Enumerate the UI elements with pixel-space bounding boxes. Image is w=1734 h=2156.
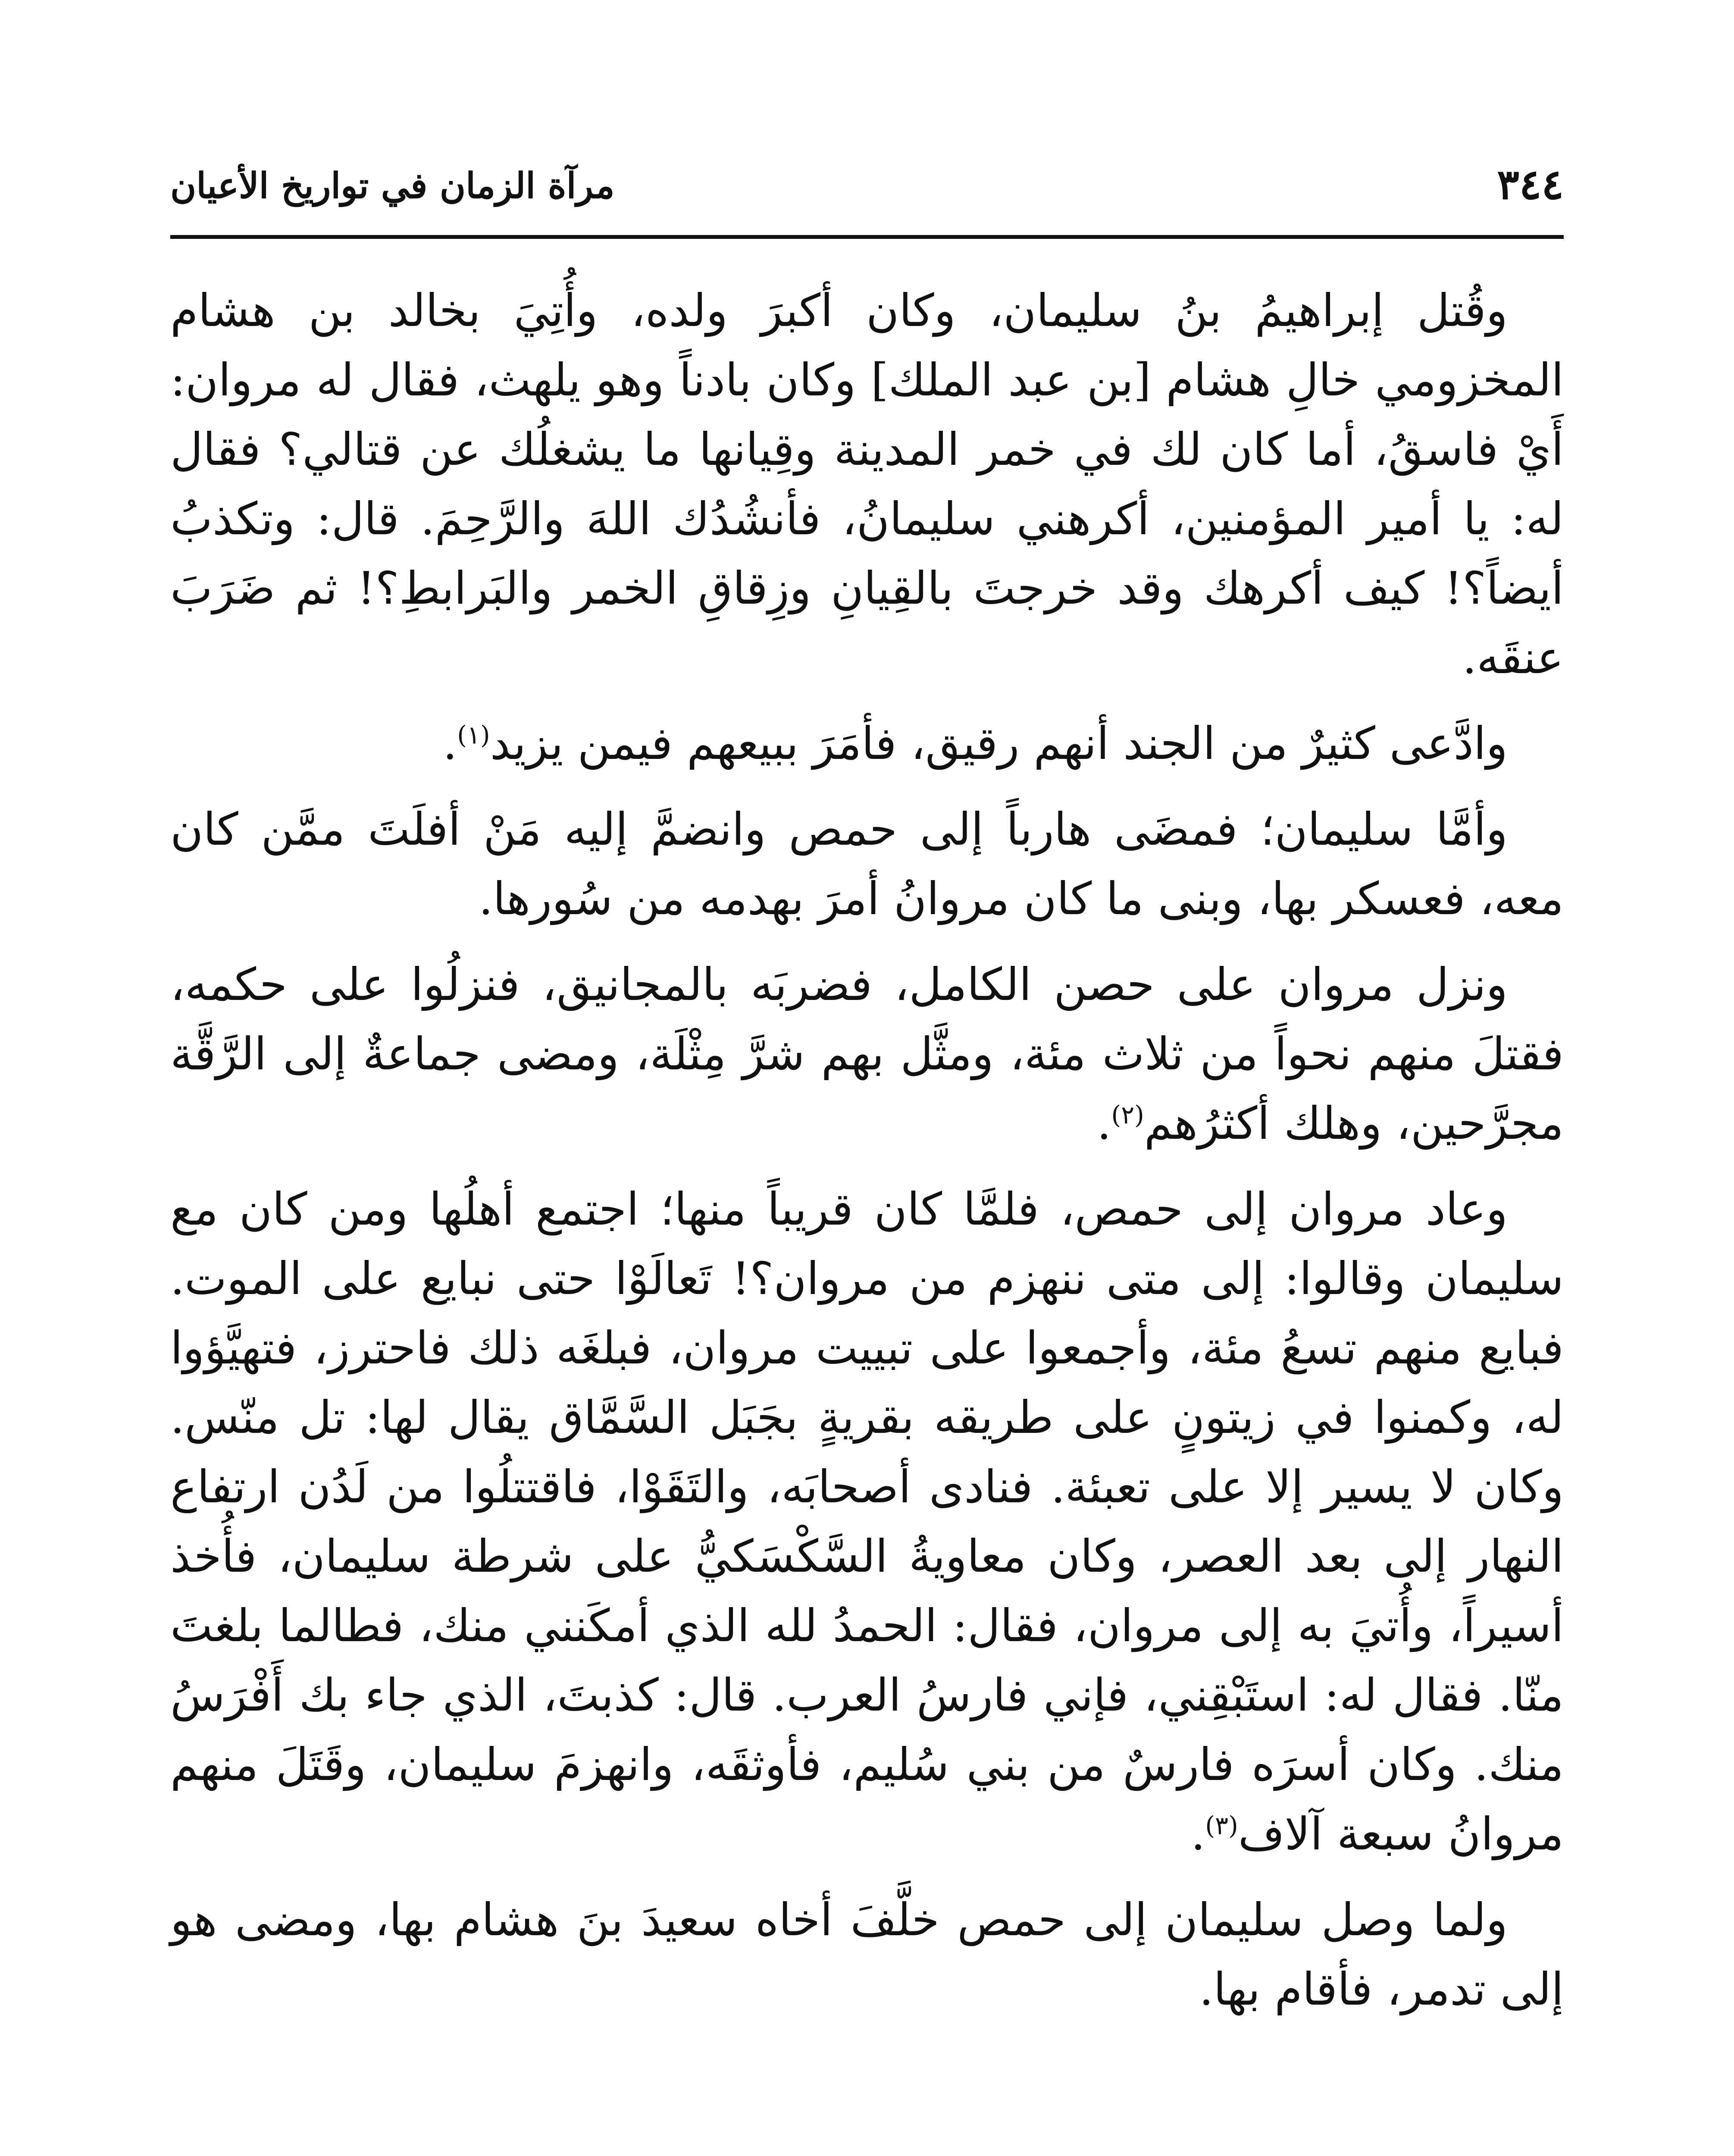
- running-head: [170, 160, 1564, 224]
- paragraph: وأمَّا سليمان؛ فمضَى هارباً إلى حمص وانضمَّ إليه مَنْ أفلَتَ ممَّن كان معه، فعسكر بها، وبنى ما كان مروانُ أمرَ بهدمه من سُورها.: [170, 803, 1564, 925]
- paragraph: وعاد مروان إلى حمص، فلمَّا كان قريباً منها؛ اجتمع أهلُها ومن كان مع سليمان وقالوا: إلى متى ننهزم من مروان؟! تَعالَوْا حتى نبايع على الموت. فبايع منهم تسعُ مئة، وأجمعوا على تبييت مروان، فبلغَه ذلك فاحترز، فتهيَّؤوا له، وكمنوا في زيتونٍ على طريقه بقريةٍ بجَبَل السَّمَّاق يقال لها: تل منّس. وكان لا يسير إلا على تعبئة. فنادى أصحابَه، والتَقَوْا، فاقتتلُوا من لَدُن ارتفاع النهار إلى بعد العصر، وكان معاويةُ السَّكْسَكيُّ على شرطة سليمان، فأُخذ أسيراً، وأُتيَ به إلى مروان، فقال: الحمدُ لله الذي أمكَنني منك، فطالما بلغتَ منّا. فقال له: استَبْقِني، فإني فارسُ العرب. قال: كذبتَ، الذي جاء بك أَفْرَسُ منك. وكان أسرَه فارسٌ من بني سُليم، فأوثقَه، وانهزمَ سليمان، وقَتَلَ منهم مروانُ سبعة آلاف$^{(٣)}$.: [170, 1183, 1564, 1860]
- header-rule: [170, 235, 1564, 239]
- main-text: [170, 276, 1564, 2040]
- paragraph: وقُتل إبراهيمُ بنُ سليمان، وكان أكبرَ ولده، وأُتِيَ بخالد بن هشام المخزومي خالِ هشام [بن عبد الملك] وكان بادناً وهو يلهث، فقال له مروان: أَيْ فاسقُ، أما كان لك في خمر المدينة وقِيانها ما يشغلُك عن قتالي؟ فقال له: يا أمير المؤمنين، أكرهني سليمانُ، فأنشُدُك اللهَ والرَّحِمَ. قال: وتكذبُ أيضاً؟! كيف أكرهك وقد خرجتَ بالقِيانِ وزِقاقِ الخمر والبَرابطِ؟! ثم ضَرَبَ عنقَه.: [170, 284, 1564, 684]
- paragraph: وادَّعى كثيرٌ من الجند أنهم رقيق، فأمَرَ ببيعهم فيمن يزيد$^{(١)}$.: [443, 717, 1508, 770]
- footnote-ref: (١): [457, 720, 490, 750]
- paragraph: ونزل مروان على حصن الكامل، فضربَه بالمجانيق، فنزلُوا على حكمه، فقتلَ منهم نحواً من ثلاث مئة، ومثَّل بهم شرَّ مِثْلَة، ومضى جماعةٌ إلى الرَّقَّة مجرَّحين، وهلك أكثرُهم$^{(٢)}$.: [170, 958, 1564, 1150]
- footnote-ref: (٣): [1205, 1811, 1238, 1840]
- page-number: ٣٤٤: [1497, 160, 1564, 209]
- book-title: مرآة الزمان في تواريخ الأعيان: [170, 165, 615, 207]
- footnote-ref: (٢): [1111, 1100, 1144, 1130]
- paragraph: ولما وصل سليمان إلى حمص خلَّفَ أخاه سعيدَ بنَ هشام بها، ومضى هو إلى تدمر، فأقام بها.: [170, 1893, 1564, 2015]
